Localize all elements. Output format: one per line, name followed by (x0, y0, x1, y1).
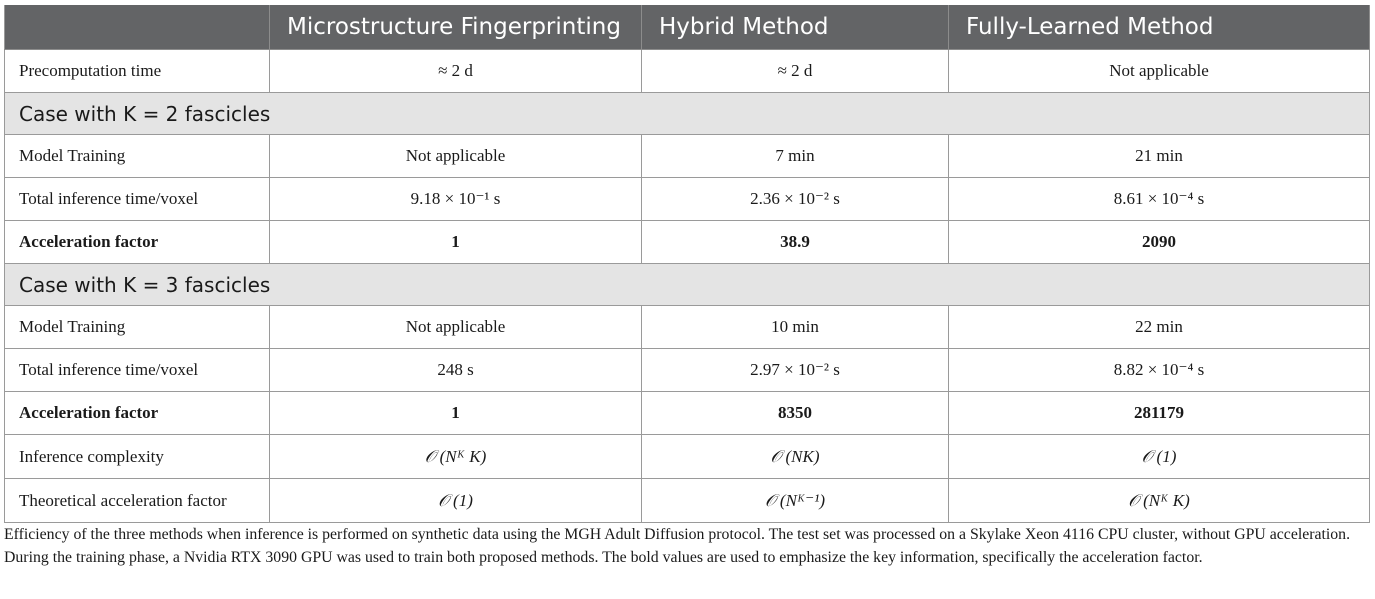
cell-value: 2.97 × 10⁻² s (642, 349, 949, 392)
cell-value (642, 50, 949, 93)
header-hybrid-method: Hybrid Method (642, 5, 949, 50)
header-fully-learned-method: Fully-Learned Method (949, 5, 1370, 50)
cell-value: 8350 (642, 392, 949, 435)
row-label: Total inference time/voxel (5, 349, 270, 392)
cell-value: 21 min (949, 135, 1370, 178)
row-label: Acceleration factor (5, 392, 270, 435)
cell-value: Not applicable (270, 135, 642, 178)
table-row (5, 306, 1370, 349)
section-row-k3 (5, 264, 1370, 306)
cell-value: 22 min (949, 306, 1370, 349)
header-row (5, 5, 1370, 50)
cell-value: Not applicable (270, 306, 642, 349)
table-row-acceleration (5, 392, 1370, 435)
cell-text: ≈ 2 d (438, 61, 473, 80)
cell-text: Not applicable (1109, 61, 1209, 80)
header-empty (5, 5, 270, 50)
row-label: Theoretical acceleration factor (5, 479, 270, 523)
table-row (5, 50, 1370, 93)
table-caption: Efficiency of the three methods when inference is performed on synthetic data using the MGH Adult Diffusion protocol. The test set was processed on a Skylake Xeon 4116 CPU cluster, without GPU acceleration. During the training phase, a Nvidia RTX 3090 GPU was used to train both proposed methods. The bold values are used to emphasize the key information, specifically the acceleration factor. (4, 526, 1351, 566)
efficiency-table (4, 5, 1370, 523)
row-label: Inference complexity (5, 435, 270, 479)
row-label: Model Training (5, 306, 270, 349)
cell-value: 𝒪 (NK) (642, 435, 949, 479)
cell-text: ≈ 2 d (777, 61, 813, 80)
table-row (5, 178, 1370, 221)
cell-value: 1 (270, 392, 642, 435)
cell-value: 1 (270, 221, 642, 264)
cell-value: 9.18 × 10⁻¹ s (270, 178, 642, 221)
cell-value: 𝒪 (Nᴷ K) (270, 435, 642, 479)
cell-value: 7 min (642, 135, 949, 178)
cell-value: 𝒪 (Nᴷ⁻¹) (642, 479, 949, 523)
cell-value (270, 50, 642, 93)
cell-value: 8.82 × 10⁻⁴ s (949, 349, 1370, 392)
table-row (5, 135, 1370, 178)
table-row (5, 349, 1370, 392)
cell-value: 𝒪 (1) (270, 479, 642, 523)
cell-value: 281179 (949, 392, 1370, 435)
header-microstructure-fingerprinting: Microstructure Fingerprinting (270, 5, 642, 50)
table-row-acceleration (5, 221, 1370, 264)
section-title: Case with K = 3 fascicles (5, 264, 1370, 306)
cell-value: 2.36 × 10⁻² s (642, 178, 949, 221)
cell-value: 𝒪 (Nᴷ K) (949, 479, 1370, 523)
row-label: Total inference time/voxel (5, 178, 270, 221)
table-row-theoretical-acceleration (5, 479, 1370, 523)
table-row-inference-complexity (5, 435, 1370, 479)
cell-value: 𝒪 (1) (949, 435, 1370, 479)
row-label: Acceleration factor (5, 221, 270, 264)
cell-value: 8.61 × 10⁻⁴ s (949, 178, 1370, 221)
cell-value: 2090 (949, 221, 1370, 264)
section-row-k2 (5, 93, 1370, 135)
row-label: Model Training (5, 135, 270, 178)
cell-value: 38.9 (642, 221, 949, 264)
section-title: Case with K = 2 fascicles (5, 93, 1370, 135)
cell-value: 10 min (642, 306, 949, 349)
row-label: Precomputation time (5, 50, 270, 93)
cell-value: 248 s (270, 349, 642, 392)
cell-value (949, 50, 1370, 93)
